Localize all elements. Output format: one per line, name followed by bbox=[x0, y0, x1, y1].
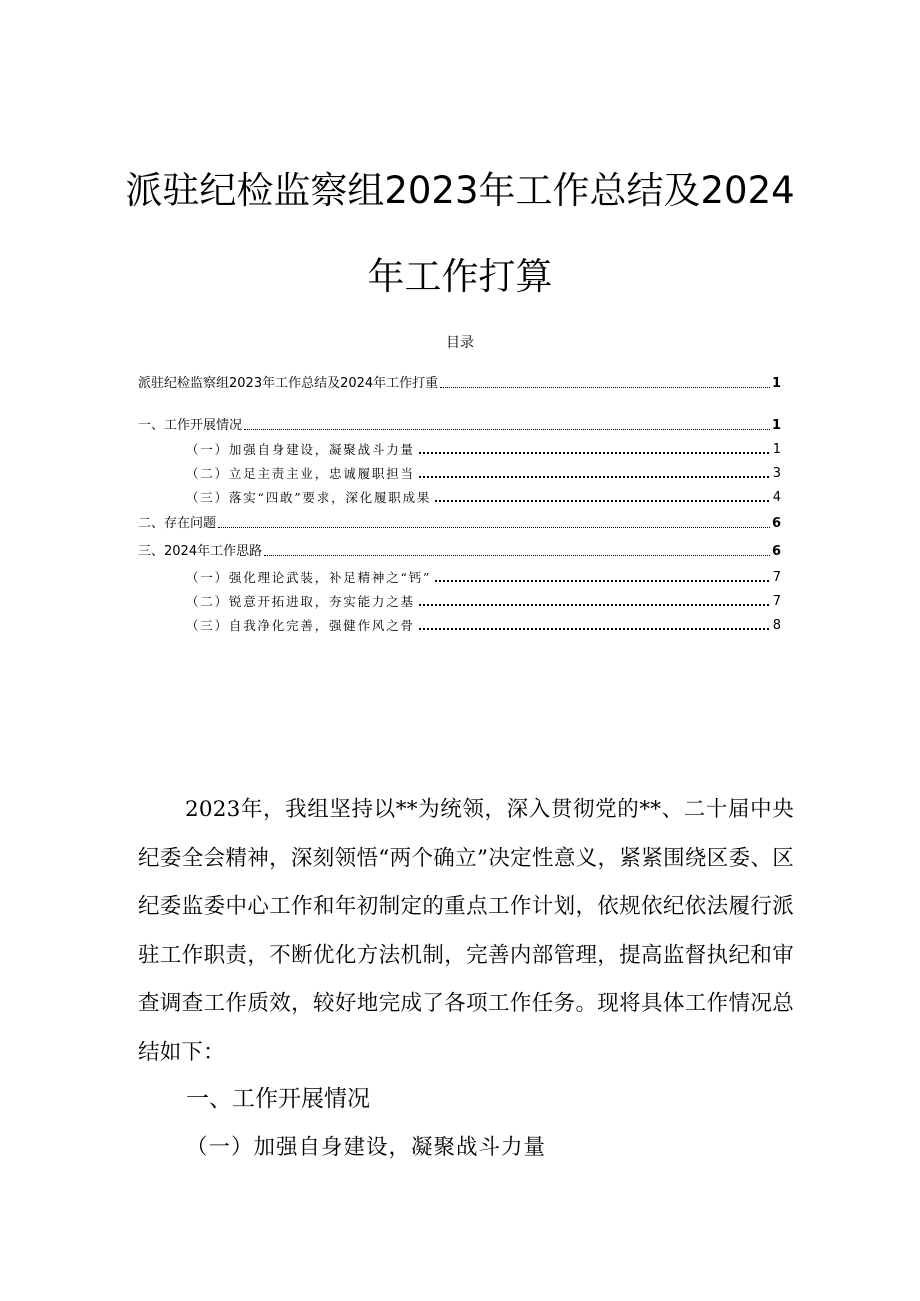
toc-entry[interactable] bbox=[186, 614, 781, 634]
toc-page-number: 3 bbox=[772, 466, 781, 481]
toc-entry-label: （二）立足主责主业，忠诚履职担当 bbox=[186, 466, 415, 481]
document-title-line-2: 年工作打算 bbox=[367, 255, 553, 298]
intro-paragraph: 2023年，我组坚持以**为统领，深入贯彻党的**、二十届中央纪委全会精神，深刻领悟“两个确立”决定性意义，紧紧围绕区委、区纪委监委中心工作和年初制定的重点工作计划，依规依纪依法履行派驻工作职责，不断优化方法机制，完善内部管理，提高监督执纪和审查调查工作质效，较好地完成了各项工作任务。现将具体工作情况总结如下： bbox=[138, 797, 794, 1065]
toc-leader bbox=[419, 627, 769, 630]
toc-leader bbox=[419, 451, 769, 454]
toc-leader bbox=[435, 579, 769, 582]
toc-entry-label: （一）加强自身建设，凝聚战斗力量 bbox=[186, 442, 415, 457]
toc-page-number: 6 bbox=[771, 516, 781, 531]
toc-leader bbox=[435, 499, 769, 502]
toc-entry[interactable] bbox=[138, 540, 781, 560]
toc-heading: 目录 bbox=[446, 335, 474, 351]
toc-entry[interactable] bbox=[186, 438, 781, 458]
toc-entry[interactable] bbox=[138, 512, 781, 532]
toc-entry[interactable] bbox=[186, 462, 781, 482]
toc-page-number: 1 bbox=[771, 418, 781, 433]
toc-entry-label: （三）自我净化完善，强健作风之骨 bbox=[186, 618, 415, 633]
toc-entry-label: 一、工作开展情况 bbox=[138, 418, 243, 433]
toc-page-number: 1 bbox=[771, 376, 781, 391]
toc-entry-label: （一）强化理论武装，补足精神之“钙” bbox=[186, 570, 432, 585]
toc-leader bbox=[419, 475, 769, 478]
toc-entry[interactable] bbox=[186, 590, 781, 610]
toc-entry-label: 派驻纪检监察组2023年工作总结及2024年工作打重 bbox=[138, 376, 439, 391]
toc-entry-label: 二、存在问题 bbox=[138, 516, 217, 531]
toc-leader bbox=[440, 386, 770, 388]
toc-entry[interactable] bbox=[138, 372, 781, 392]
toc-entry[interactable] bbox=[138, 414, 781, 434]
toc-page-number: 8 bbox=[772, 618, 781, 633]
toc-leader bbox=[419, 603, 769, 606]
toc-page-number: 7 bbox=[772, 570, 781, 585]
toc-entry-label: （二）锐意开拓进取，夯实能力之基 bbox=[186, 594, 415, 609]
toc-leader bbox=[264, 554, 770, 556]
toc-page-number: 1 bbox=[772, 442, 781, 457]
toc-entry-label: 三、2024年工作思路 bbox=[138, 544, 263, 559]
subsection-heading: （一）加强自身建设，凝聚战斗力量 bbox=[186, 1135, 547, 1160]
toc-page-number: 7 bbox=[772, 594, 781, 609]
toc-page-number: 6 bbox=[771, 544, 781, 559]
toc-leader bbox=[218, 526, 770, 528]
toc-leader bbox=[244, 428, 770, 430]
document-title-line-1: 派驻纪检监察组2023年工作总结及2024 bbox=[125, 169, 795, 212]
toc-page-number: 4 bbox=[772, 490, 781, 505]
toc-entry[interactable] bbox=[186, 566, 781, 586]
toc-entry[interactable] bbox=[186, 486, 781, 506]
section-heading: 一、工作开展情况 bbox=[186, 1086, 370, 1112]
toc-entry-label: （三）落实“四敢”要求，深化履职成果 bbox=[186, 490, 432, 505]
